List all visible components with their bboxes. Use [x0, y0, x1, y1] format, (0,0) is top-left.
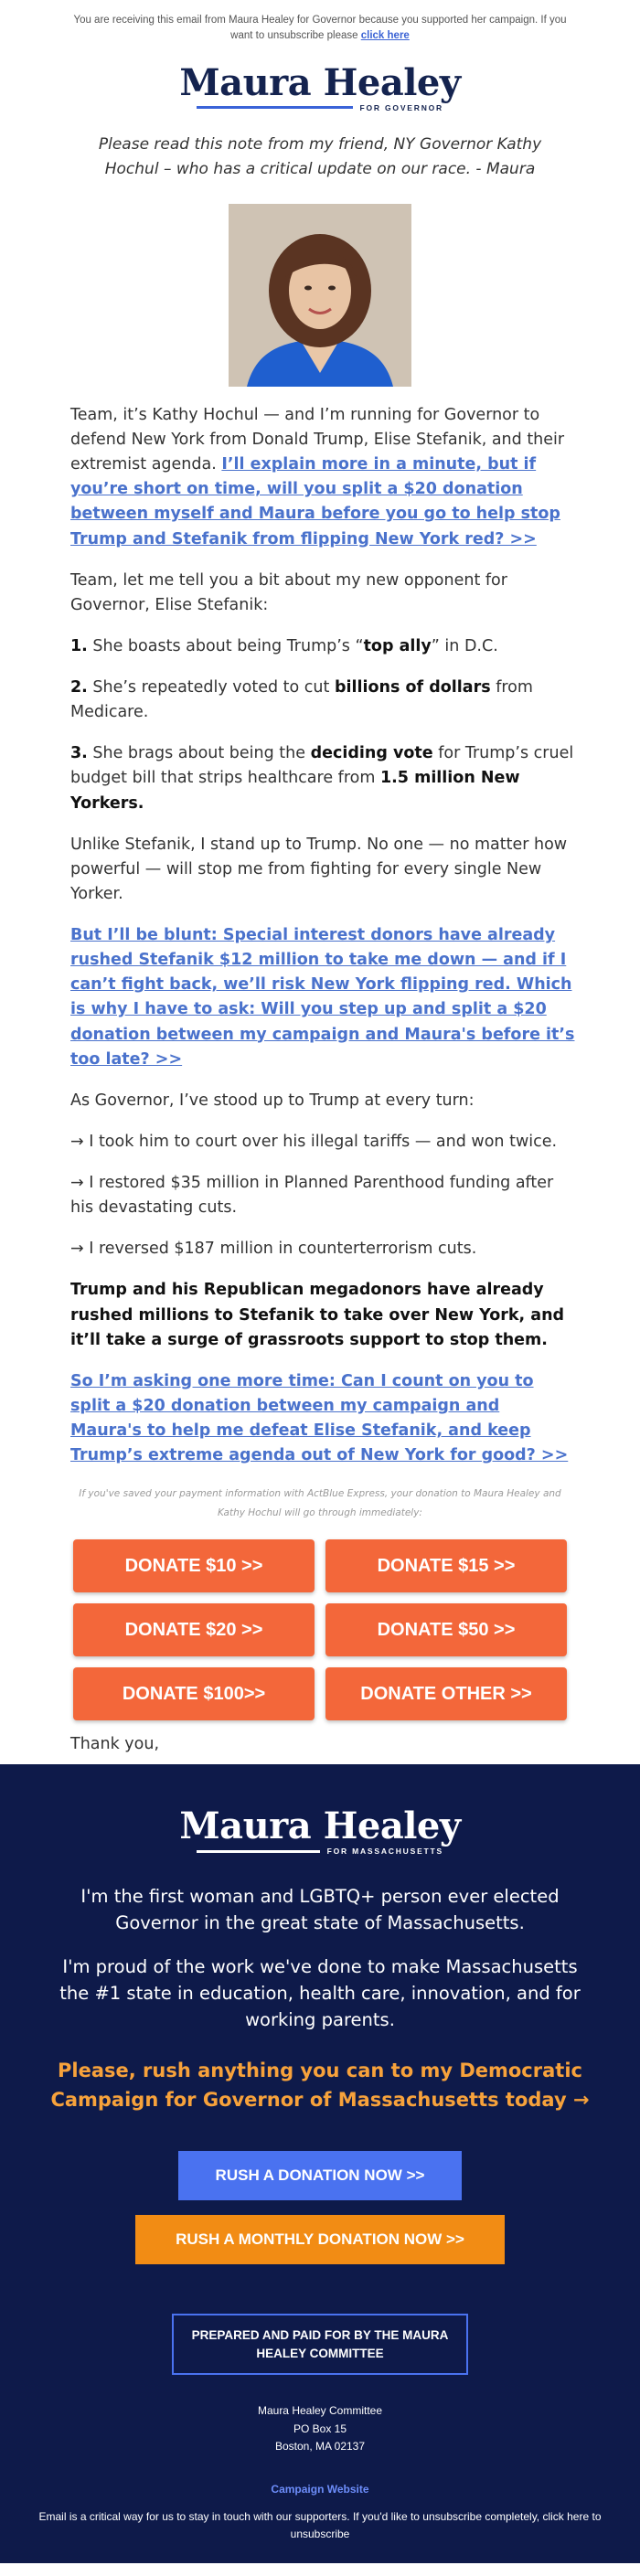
- rush-monthly-donation-button[interactable]: RUSH A MONTHLY DONATION NOW >>: [135, 2215, 505, 2264]
- top-notice-text: You are receiving this email from Maura Healey for Governor because you supported her campaign. If you want to unsubscribe please: [73, 15, 567, 42]
- footer-paragraph-2: I'm proud of the work we've done to make Massachusetts the #1 state in education, health care, innovation, and for working parents.: [59, 1955, 581, 2030]
- letter-body: [65, 403, 575, 1468]
- list-item: 1. She boasts about being Trump’s “top ally” in D.C.: [70, 636, 498, 655]
- footer-logo-underline: [197, 1850, 320, 1853]
- footer-logo-name: Maura Healey: [179, 1804, 461, 1847]
- logo-name: Maura Healey: [179, 60, 461, 104]
- donate-other-button[interactable]: DONATE OTHER >>: [325, 1667, 567, 1720]
- list-item: 3. She brags about being the deciding vote for Trump’s cruel budget bill that strips healthcare from 1.5 million New Yorkers.: [70, 744, 574, 813]
- campaign-website-link[interactable]: Campaign Website: [271, 2482, 369, 2496]
- footer: [0, 1764, 640, 2563]
- donate-10-button[interactable]: DONATE $10 >>: [73, 1539, 315, 1592]
- paid-for-disclaimer: PREPARED AND PAID FOR BY THE MAURA HEALEY COMMITTEE: [172, 2314, 468, 2375]
- donate-15-button[interactable]: DONATE $15 >>: [325, 1539, 567, 1592]
- rush-donation-button[interactable]: RUSH A DONATION NOW >>: [178, 2151, 462, 2200]
- portrait-photo: [229, 204, 411, 387]
- footer-logo-subtitle: FOR MASSACHUSETTS: [326, 1847, 443, 1856]
- paragraph-4: [70, 923, 575, 1072]
- footer-logo: [0, 1804, 640, 1856]
- donate-button-grid: [73, 1539, 567, 1720]
- paragraph-1: Team, it’s Kathy Hochul — and I’m running for Governor to defend New York from Donald Trump, Elise Stefanik, and their extremist agenda. I’ll explain more in a minute, but if you’re short on time, will you split a $20 donation between myself and Maura before you go to help stop Trump and Stefanik from flipping New York red? >>: [70, 405, 565, 548]
- paragraph-2: Team, let me tell you a bit about my new opponent for Governor, Elise Stefanik:: [70, 570, 507, 614]
- header-logo: [0, 60, 640, 112]
- paragraph-5: As Governor, I’ve stood up to Trump at every turn:: [70, 1091, 475, 1110]
- top-notice: [64, 13, 576, 45]
- intro-note: Please read this note from my friend, NY Governor Kathy Hochul – who has a critical update on our race. - Maura: [98, 134, 542, 178]
- paragraph-7: [70, 1369, 575, 1469]
- donate-link-1[interactable]: I’ll explain more in a minute, but if you’re short on time, will you split a $20 donation between myself and Maura before you go to help stop Trump and Stefanik from flipping New York red? >>: [70, 455, 560, 548]
- paragraph-3: Unlike Stefanik, I stand up to Trump. No one — no matter how powerful — will stop me from fighting for every single New Yorker.: [70, 835, 568, 903]
- paragraph-6: Trump and his Republican megadonors have already rushed millions to Stefanik to take over New York, and it’ll take a surge of grassroots support to stop them.: [70, 1281, 565, 1349]
- donate-link-3[interactable]: So I’m asking one more time: Can I count on you to split a $20 donation between my campaign and Maura's to help me defeat Elise Stefanik, and keep Trump’s extreme agenda out of New York for good? >>: [70, 1371, 569, 1465]
- achievement-item: → I reversed $187 million in counterterrorism cuts.: [70, 1240, 477, 1259]
- logo-subtitle: FOR GOVERNOR: [359, 102, 443, 112]
- actblue-note: If you've saved your payment information with ActBlue Express, your donation to Maura Healey and Kathy Hochul will go through immediately:: [79, 1488, 561, 1519]
- logo-underline: [197, 106, 353, 109]
- footer-cta: Please, rush anything you can to my Democratic Campaign for Governor of Massachusetts today →: [50, 2060, 590, 2111]
- donate-100-button[interactable]: DONATE $100>>: [73, 1667, 315, 1720]
- unsubscribe-footer-text[interactable]: Email is a critical way for us to stay in touch with our supporters. If you'd like to unsubscribe completely, click here to unsubscribe: [38, 2509, 602, 2541]
- donate-50-button[interactable]: DONATE $50 >>: [325, 1603, 567, 1656]
- thanks-text: Thank you,: [70, 1735, 160, 1754]
- donate-20-button[interactable]: DONATE $20 >>: [73, 1603, 315, 1656]
- footer-paragraph-1: I'm the first woman and LGBTQ+ person ever elected Governor in the great state of Massachusetts.: [80, 1886, 560, 1934]
- list-item: 2. She’s repeatedly voted to cut billions of dollars from Medicare.: [70, 678, 533, 722]
- donate-link-2[interactable]: But I’ll be blunt: Special interest donors have already rushed Stefanik $12 million to take me down — and if I can’t fight back, we’ll risk New York flipping red. Which is why I have to ask: Will you step up and split a $20 donation between my campaign and Maura's before it’s too late? >>: [70, 926, 575, 1069]
- achievement-item: → I restored $35 million in Planned Parenthood funding after his devastating cuts.: [70, 1174, 554, 1218]
- mailing-address: Maura Healey Committee PO Box 15 Boston, MA 02137: [257, 2404, 383, 2453]
- achievement-item: → I took him to court over his illegal tariffs — and won twice.: [70, 1132, 558, 1151]
- unsubscribe-top-link[interactable]: click here: [360, 30, 410, 42]
